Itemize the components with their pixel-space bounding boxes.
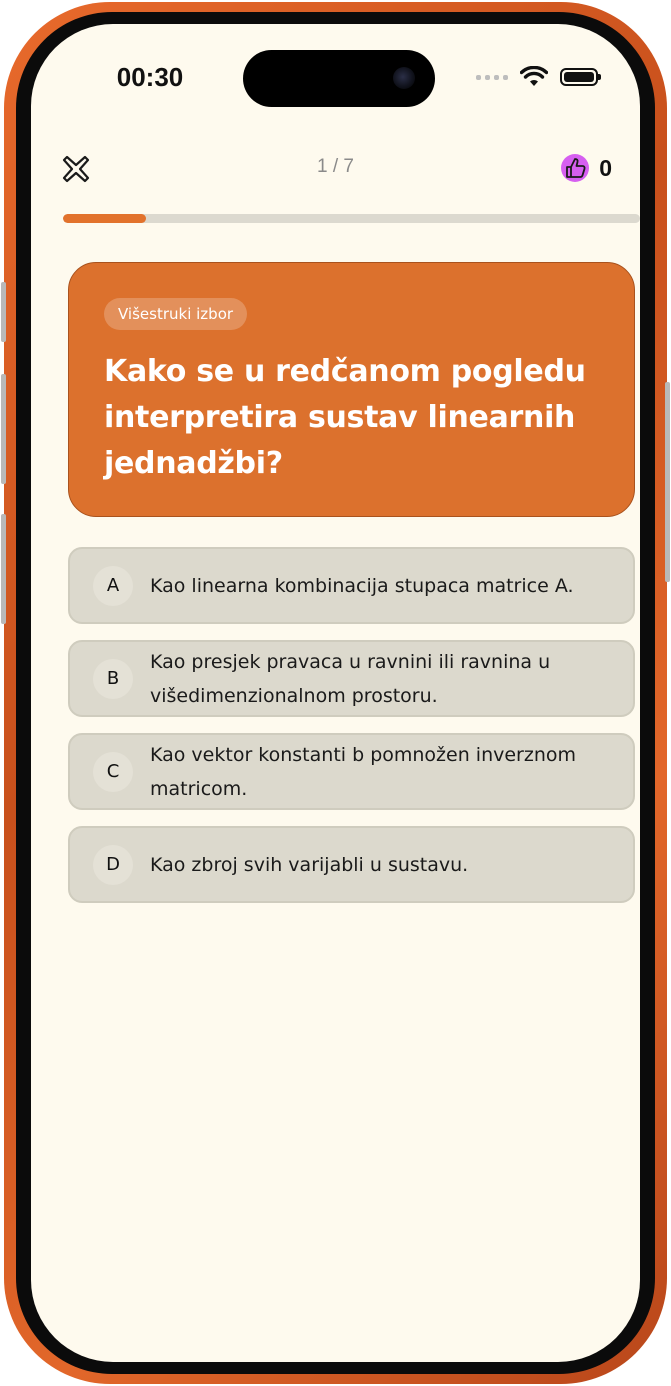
option-text: Kao zbroj svih varijabli u sustavu. [150, 853, 469, 876]
screen [31, 24, 640, 1362]
answer-option-d[interactable] [68, 826, 635, 903]
progress-bar [63, 214, 640, 223]
camera-icon [393, 67, 415, 89]
side-button-volume-up [1, 374, 6, 484]
status-icons [476, 66, 598, 88]
dynamic-island [243, 50, 435, 107]
option-text: Kao presjek pravaca u ravnini ili ravnina u višedimenzionalnom prostoru. [150, 650, 551, 707]
question-card [68, 262, 635, 517]
quiz-header [59, 152, 612, 186]
option-letter: B [93, 659, 133, 699]
question-text: Kako se u redčanom pogledu interpretira sustav linearnih jednadžbi? [104, 354, 586, 481]
answer-option-c[interactable] [68, 733, 635, 810]
wifi-icon [520, 66, 548, 88]
battery-icon [560, 68, 598, 86]
option-text: Kao vektor konstanti b pomnožen inverznom matricom. [150, 743, 577, 800]
score-display [559, 152, 612, 184]
cellular-signal-icon [476, 75, 508, 80]
side-button-power [665, 382, 670, 582]
option-letter: A [93, 566, 133, 606]
phone-frame [4, 2, 667, 1384]
option-letter: D [93, 845, 133, 885]
answer-options [68, 547, 635, 919]
option-text: Kao linearna kombinacija stupaca matrice A. [150, 574, 574, 597]
question-type-badge: Višestruki izbor [104, 298, 247, 330]
answer-option-a[interactable] [68, 547, 635, 624]
side-button-volume-down [1, 514, 6, 624]
score-value: 0 [599, 154, 612, 181]
phone-bezel [16, 12, 655, 1374]
option-letter: C [93, 752, 133, 792]
answer-option-b[interactable] [68, 640, 635, 717]
progress-bar-fill [63, 214, 146, 223]
thumbs-up-icon [559, 152, 591, 184]
status-time: 00:30 [116, 62, 184, 92]
side-button-action [1, 282, 6, 342]
question-counter: 1 / 7 [317, 156, 354, 177]
